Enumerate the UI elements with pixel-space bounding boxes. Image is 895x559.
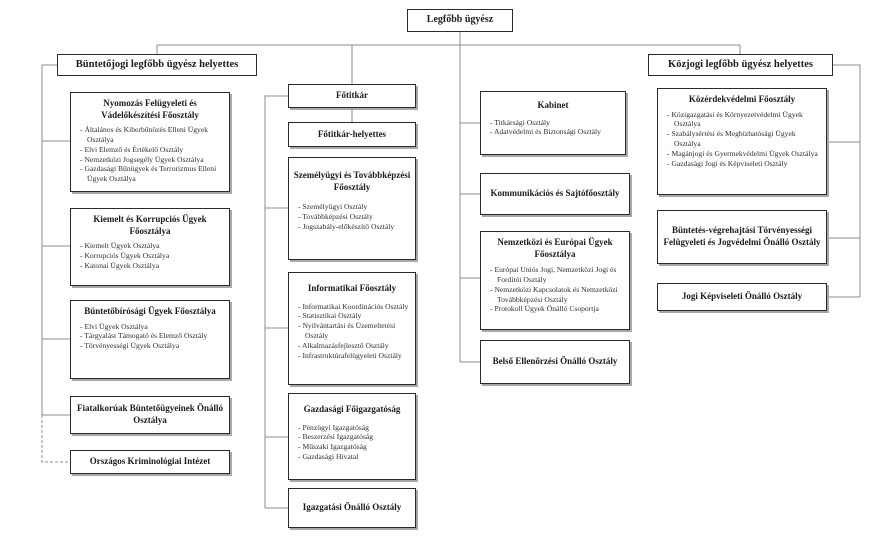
box-title: Belső Ellenőrzési Önálló Osztály <box>492 356 618 367</box>
org-box-investigation-supervision <box>70 92 230 192</box>
box-title: Főtitkár-helyettes <box>317 128 387 139</box>
box-title: Legfőbb ügyész <box>426 14 494 26</box>
department-list <box>289 202 415 236</box>
box-title: Kiemelt és Korrupciós Ügyek Főosztálya <box>93 214 207 236</box>
department-item: - Beszerzési Igazgatóság <box>298 432 411 442</box>
department-item: - Tárgyalást Támogató és Elemző Osztály <box>80 331 225 341</box>
department-item: - Kiemelt Ügyek Osztálya <box>80 241 225 251</box>
department-list <box>289 302 415 365</box>
box-title: Büntetőbírósági Ügyek Főosztálya <box>84 306 216 316</box>
box-title: Nyomozás Felügyeleti és Vádelőkészítési Főosztály <box>101 98 199 120</box>
department-item: - Szabálysértési és Megbízhatósági Ügyek Osztálya <box>667 129 822 149</box>
box-title: Informatikai Főosztály <box>307 283 397 293</box>
org-box-economic-directorate <box>288 393 416 480</box>
org-box-deputy-secretary-general <box>288 122 416 147</box>
org-box-personnel-training <box>288 157 416 260</box>
department-item: - Gazdasági Bűnügyek és Terrorizmus Elleni Ügyek Osztálya <box>80 164 225 184</box>
org-box-public-law-deputy <box>648 54 833 76</box>
department-item: - Pénzügyi Igazgatóság <box>298 423 411 433</box>
department-item: - Gazdasági Jogi és Képviseleti Osztály <box>667 159 822 169</box>
department-item: - Európai Uniós Jogi, Nemzetközi Jogi és Fordítói Osztály <box>490 265 625 285</box>
box-title: Gazdasági Főigazgatóság <box>303 404 401 414</box>
department-item: - Nemzetközi Jogsegély Ügyek Osztálya <box>80 155 225 165</box>
department-item: - Törvényességi Ügyek Osztálya <box>80 341 225 351</box>
department-item: - Műszaki Igazgatóság <box>298 442 411 452</box>
department-list <box>71 125 229 188</box>
box-title: Kabinet <box>537 100 569 110</box>
org-box-prosecutor-general <box>407 9 513 32</box>
department-item: - Magánjogi és Gyermekvédelmi Ügyek Osztálya <box>667 149 822 159</box>
department-item: - Statisztikai Osztály <box>298 311 411 321</box>
department-item: - Informatikai Koordinációs Osztály <box>298 302 411 312</box>
department-list <box>71 241 229 275</box>
box-title: Országos Kriminológiai Intézet <box>89 456 211 467</box>
department-item: - Közigazgatási és Környezetvédelmi Ügyek Osztálya <box>667 110 822 130</box>
box-title: Főtitkár <box>336 90 368 101</box>
org-box-public-interest-protection <box>657 88 827 195</box>
department-list <box>481 118 625 142</box>
department-item: - Nemzetközi Kapcsolatok és Nemzetközi Továbbképzési Osztály <box>490 285 625 305</box>
department-list <box>658 110 826 173</box>
box-title: Személyügyi és Továbbképzési Főosztály <box>293 170 411 192</box>
department-item: - Nyilvántartási és Üzemeltetési Osztály <box>298 321 411 341</box>
department-list <box>71 322 229 356</box>
box-title: Jogi Képviseleti Önálló Osztály <box>681 291 803 302</box>
department-list <box>481 265 629 318</box>
org-box-administrative-independent-dept <box>288 488 416 528</box>
box-title: Közjogi legfőbb ügyész helyettes <box>668 59 813 71</box>
department-item: - Infrastruktúrafelügyeleti Osztály <box>298 351 411 361</box>
org-box-penal-enforcement-supervision <box>657 210 827 264</box>
department-item: - Katonai Ügyek Osztálya <box>80 261 225 271</box>
box-title: Büntetés-végrehajtási Törvényességi Felügyeleti és Jogvédelmi Önálló Osztály <box>663 225 821 247</box>
org-box-criminal-court-cases <box>70 300 230 379</box>
org-box-secretary-general <box>288 84 416 108</box>
box-title: Büntetőjogi legfőbb ügyész helyettes <box>75 59 239 71</box>
org-box-national-criminology-institute <box>70 450 230 474</box>
department-item: - Elvi Elemző és Értékelő Osztály <box>80 145 225 155</box>
org-box-priority-corruption-cases <box>70 208 230 286</box>
box-title: Nemzetközi és Európai Ügyek Főosztálya <box>497 237 613 259</box>
org-box-internal-audit <box>480 340 630 384</box>
org-box-it-department <box>288 272 416 385</box>
org-box-cabinet <box>480 91 626 155</box>
department-item: - Jogszabály-előkészítő Osztály <box>298 222 411 232</box>
department-item: - Adatvédelmi és Biztonsági Osztály <box>490 127 621 137</box>
department-list <box>289 423 415 466</box>
box-title: Fiatalkorúak Büntetőügyeinek Önálló Osztálya <box>76 403 224 425</box>
org-box-international-european-affairs <box>480 231 630 330</box>
box-title: Igazgatási Önálló Osztály <box>302 502 402 513</box>
department-item: - Továbbképzési Osztály <box>298 212 411 222</box>
org-box-legal-representation <box>657 283 827 311</box>
department-item: - Általános és Kiberbűnözés Elleni Ügyek Osztálya <box>80 125 225 145</box>
org-box-juvenile-cases <box>70 396 230 434</box>
department-item: - Elvi Ügyek Osztálya <box>80 322 225 332</box>
department-item: - Titkársági Osztály <box>490 118 621 128</box>
department-item: - Korrupciós Ügyek Osztálya <box>80 251 225 261</box>
department-item: - Alkalmazásfejlesztő Osztály <box>298 341 411 351</box>
department-item: - Protokoll Ügyek Önálló Csoportja <box>490 304 625 314</box>
box-title: Közérdekvédelmi Főosztály <box>688 94 796 104</box>
org-box-communications-press <box>480 173 630 215</box>
box-title: Kommunikációs és Sajtófőosztály <box>490 188 620 199</box>
department-item: - Személyügyi Osztály <box>298 202 411 212</box>
department-item: - Gazdasági Hivatal <box>298 452 411 462</box>
org-box-criminal-deputy <box>57 54 257 76</box>
